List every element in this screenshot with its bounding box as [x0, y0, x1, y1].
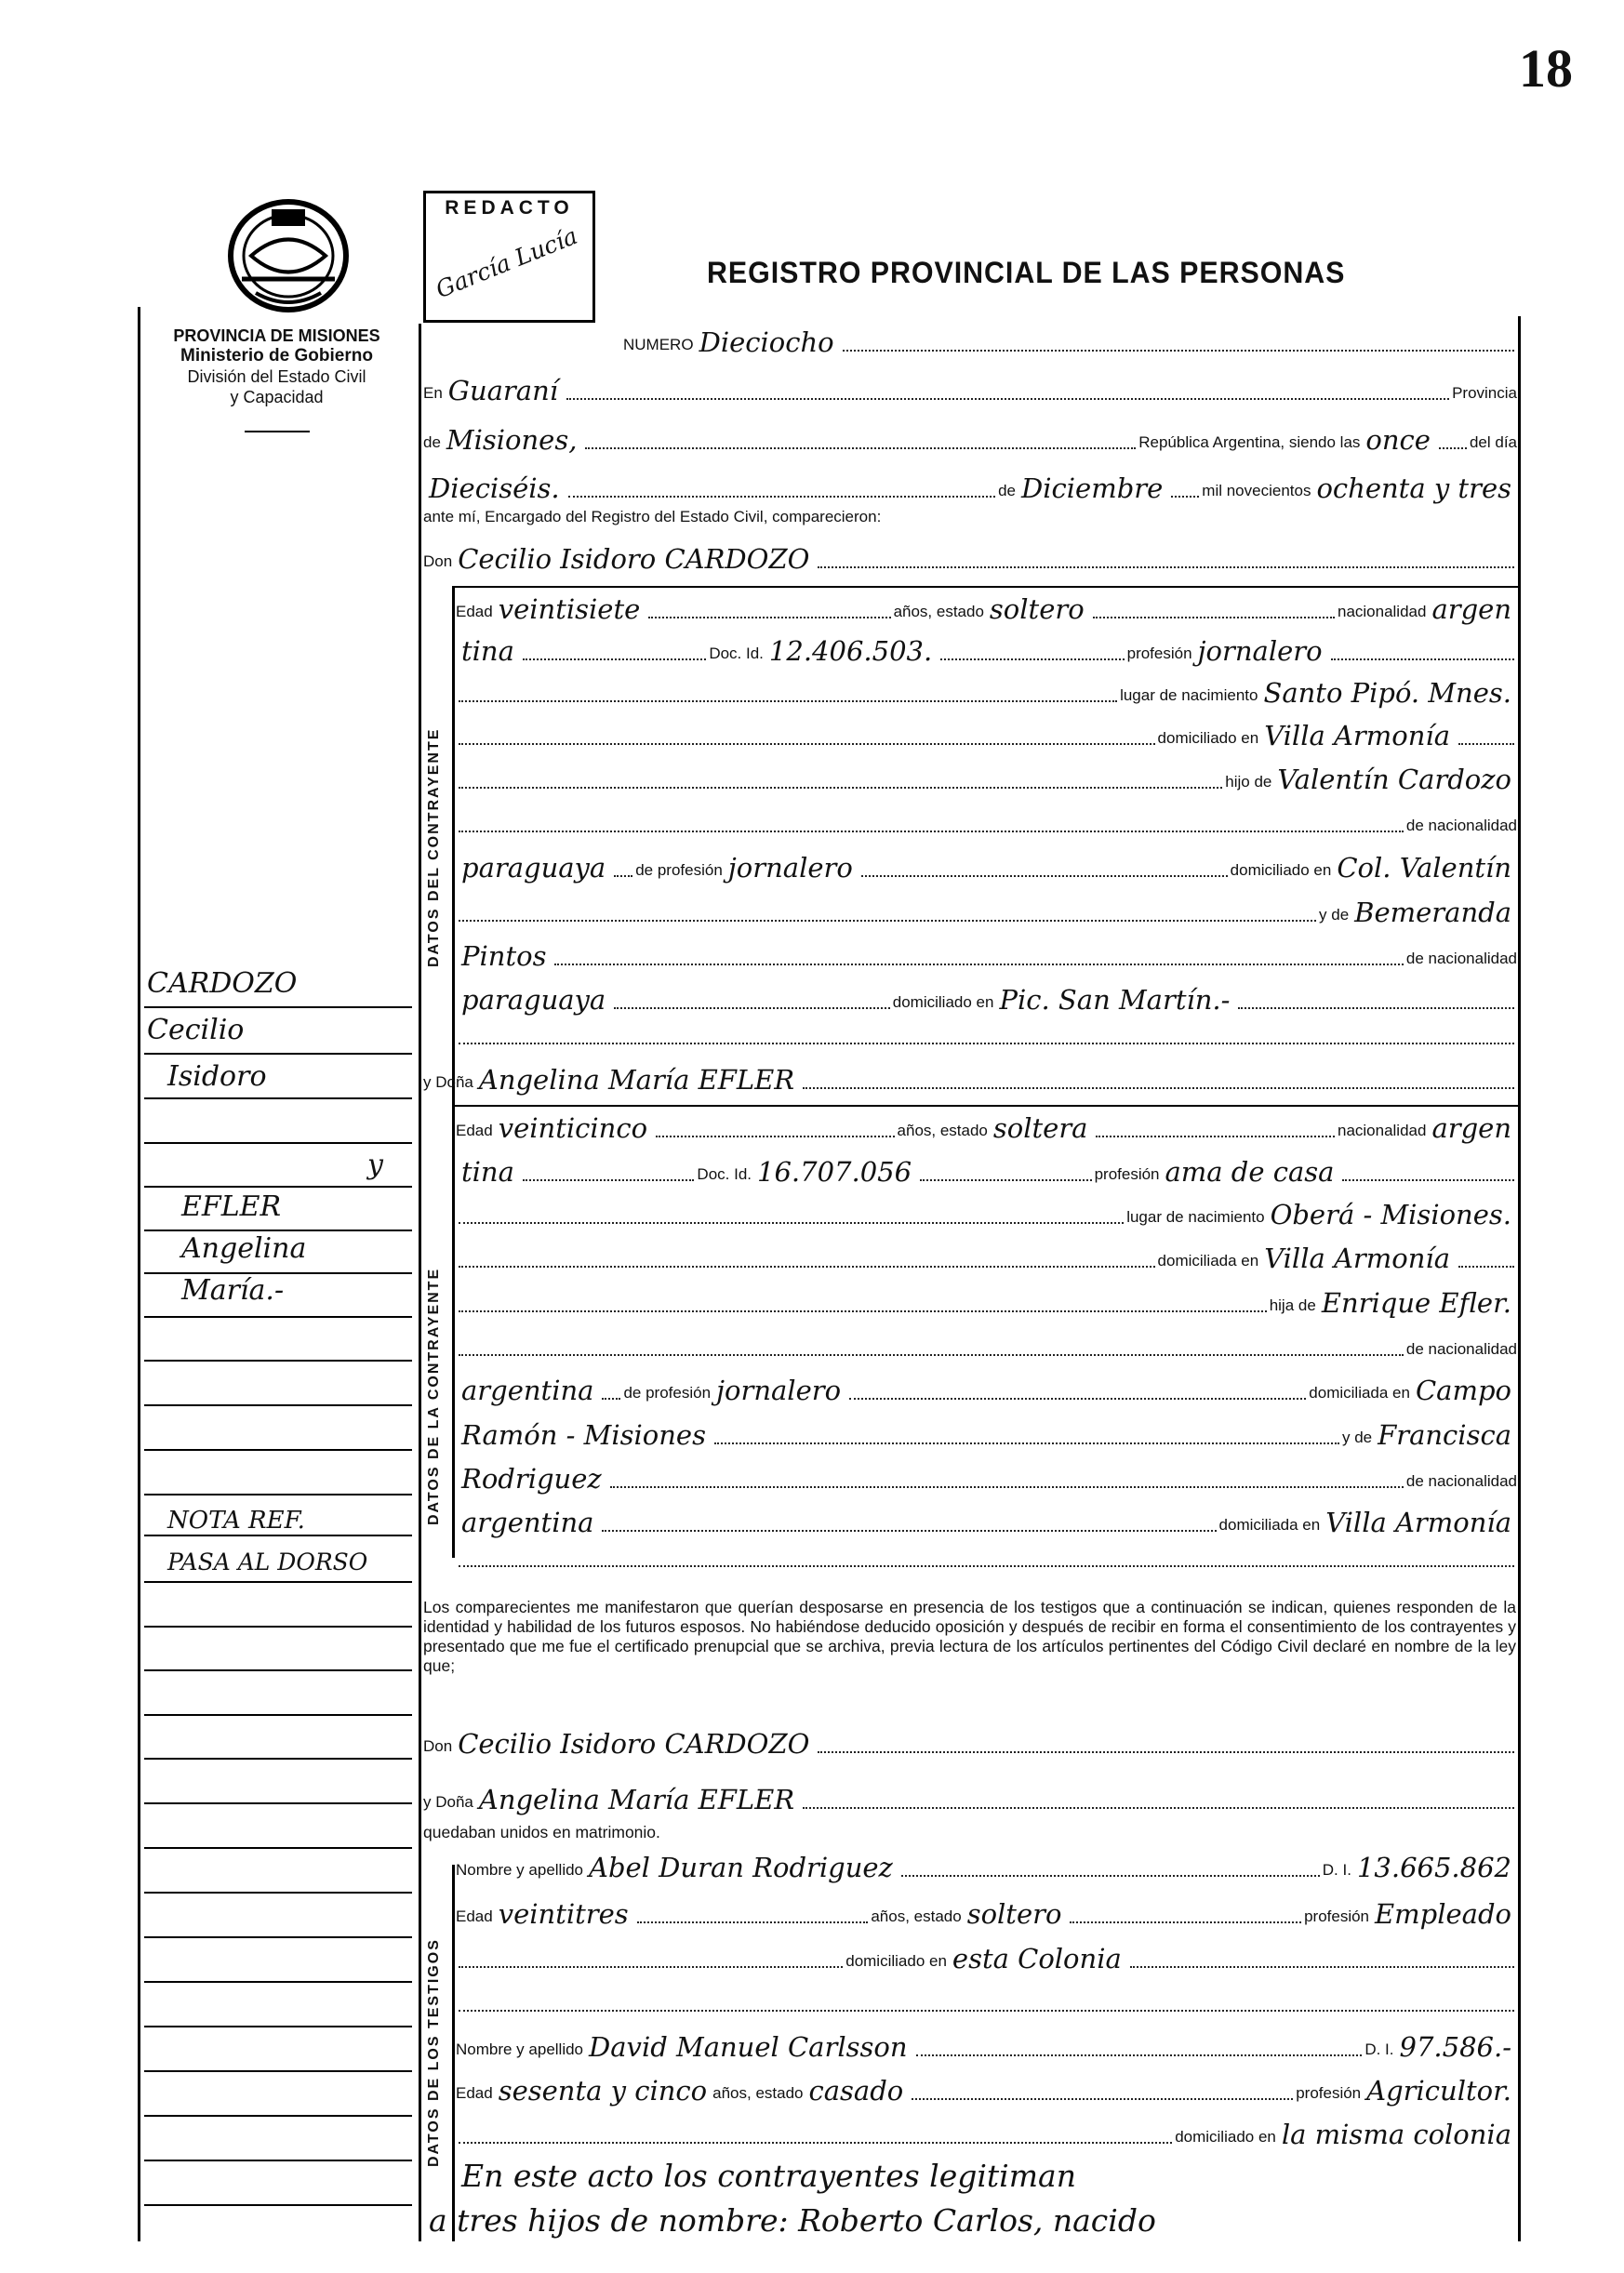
dia-value: Dieciséis.	[429, 472, 560, 505]
province-line-2: Ministerio de Gobierno	[180, 346, 373, 366]
row-w1-domicilio: domiciliado en esta Colonia	[456, 1937, 1517, 1974]
w1-estado: soltero	[966, 1898, 1062, 1931]
row-bride-doc: tina Doc. Id. 16.707.056 profesión ama de casa	[456, 1150, 1517, 1188]
mes-value: Diciembre	[1020, 472, 1164, 505]
de-value: Misiones,	[446, 424, 578, 457]
margin-rule	[144, 1186, 412, 1188]
margin-name-1: Cecilio	[147, 1014, 245, 1046]
ante-mi-text: ante mí, Encargado del Registro del Estado Civil, comparecieron:	[423, 508, 882, 525]
margin-rule	[144, 1097, 412, 1099]
right-border	[1518, 316, 1521, 2241]
w2-estado: casado	[808, 2075, 904, 2107]
province-line-1: PROVINCIA DE MISIONES	[173, 326, 380, 345]
groom-padre: Valentín Cardozo	[1277, 764, 1511, 796]
row-w2-nombre: Nombre y apellido David Manuel Carlsson D. I. 97.586.-	[456, 2026, 1517, 2063]
row-bride-padre-nac: de nacionalidad	[456, 1325, 1517, 1362]
bride-nacionalidad-a: argen	[1431, 1112, 1512, 1145]
row-w1-nombre: Nombre y apellido Abel Duran Rodriguez D. I. 13.665.862	[456, 1846, 1517, 1883]
row-groom-padre-nac: de nacionalidad	[456, 802, 1517, 839]
row-bride-hija: hija de Enrique Efler.	[456, 1282, 1517, 1319]
redacto-label: REDACTO	[445, 197, 574, 219]
row-w-blank	[456, 1981, 1517, 2018]
margin-surname: CARDOZO	[147, 967, 298, 1000]
w1-domicilio: esta Colonia	[952, 1943, 1122, 1975]
row-de: de Misiones, República Argentina, siendo las once del día	[423, 424, 1517, 457]
margin-y: y	[367, 1149, 383, 1181]
bride-madre-apellido: Rodriguez	[461, 1463, 602, 1495]
w2-di: 97.586.-	[1399, 2031, 1511, 2064]
page-title: REGISTRO PROVINCIAL DE LAS PERSONAS	[707, 256, 1346, 289]
row-groom-madre-b: Pintos de nacionalidad	[456, 935, 1517, 972]
margin-name-2: Isidoro	[167, 1060, 267, 1093]
margin-rule	[144, 2160, 412, 2161]
margin-rule	[144, 1142, 412, 1144]
groom-nacionalidad-b: tina	[461, 635, 514, 668]
row-groom-lugar: lugar de nacimiento Santo Pipó. Mnes.	[456, 671, 1517, 709]
row-groom-padre-prof: paraguaya de profesión jornalero domiciliado en Col. Valentín	[456, 846, 1517, 884]
row-decl-dona: y Doña Angelina María EFLER	[423, 1778, 1517, 1815]
groom-estado: soltero	[989, 593, 1085, 626]
row-w2-edad: Edad sesenta y cinco años, estado casado profesión Agricultor.	[456, 2069, 1517, 2107]
bride-padre-domicilio-a: Campo	[1415, 1375, 1511, 1407]
row-bride-domicilio: domiciliada en Villa Armonía	[456, 1237, 1517, 1274]
w1-profesion: Empleado	[1375, 1898, 1511, 1931]
row-bride-madre: Ramón - Misiones y de Francisca	[456, 1414, 1517, 1451]
quedaban-text: quedaban unidos en matrimonio.	[423, 1823, 660, 1841]
w1-di: 13.665.862	[1356, 1852, 1511, 1884]
row-groom-edad: Edad veintisiete años, estado soltero nacionalidad argen	[456, 588, 1517, 625]
groom-nacionalidad-a: argen	[1431, 593, 1512, 626]
margin-rule	[144, 1802, 412, 1804]
margin-rule	[144, 1230, 412, 1231]
bride-lugar: Oberá - Misiones.	[1270, 1199, 1511, 1231]
bride-padre-nacionalidad: argentina	[461, 1375, 594, 1407]
note-line-2: a tres hijos de nombre: Roberto Carlos, nacido	[429, 2201, 1156, 2239]
row-note-1	[456, 2156, 1517, 2193]
margin-rule	[144, 1669, 412, 1671]
margin-rule	[144, 1494, 412, 1495]
hora-value: once	[1365, 424, 1431, 457]
margin-nota: NOTA REF.	[167, 1507, 305, 1535]
margin-rule	[144, 2115, 412, 2117]
row-w1-edad: Edad veintitres años, estado soltero profesión Empleado	[456, 1893, 1517, 1930]
margin-rule	[144, 2070, 412, 2072]
groom-edad: veintisiete	[498, 593, 641, 626]
w1-nombre: Abel Duran Rodriguez	[589, 1852, 893, 1884]
groom-madre-domicilio: Pic. San Martín.-	[999, 984, 1231, 1017]
groom-profesion: jornalero	[1197, 635, 1323, 668]
margin-bride-surname: EFLER	[181, 1190, 282, 1223]
bride-estado: soltera	[992, 1112, 1088, 1145]
row-bride-madre-nac: Rodriguez de nacionalidad	[456, 1457, 1517, 1495]
bride-name: Angelina María EFLER	[478, 1064, 795, 1097]
redacto-box	[423, 191, 595, 323]
province-line-4: y Capacidad	[230, 388, 324, 406]
section-label-witnesses: DATOS DE LOS TESTIGOS	[426, 1938, 442, 2167]
page-number: 18	[1519, 38, 1573, 99]
province-seal-icon	[214, 191, 363, 321]
bride-madre: Francisca	[1378, 1419, 1511, 1452]
row-groom-madre: y de Bemeranda	[456, 891, 1517, 928]
margin-rule	[144, 1404, 412, 1406]
groom-lugar: Santo Pipó. Mnes.	[1263, 677, 1511, 710]
bride-madre-nacionalidad: argentina	[461, 1507, 594, 1539]
row-groom-blank	[456, 1014, 1517, 1051]
en-value: Guaraní	[447, 375, 559, 407]
row-w2-domicilio: domiciliado en la misma colonia	[456, 2113, 1517, 2150]
margin-rule	[144, 1714, 412, 1716]
row-fecha: Dieciséis. de Diciembre mil novecientos ochenta y tres	[423, 467, 1517, 504]
w2-domicilio: la misma colonia	[1281, 2119, 1511, 2151]
margin-rule	[144, 1316, 412, 1318]
margin-pasa: PASA AL DORSO	[167, 1549, 368, 1575]
bride-padre-domicilio-b: Ramón - Misiones	[461, 1419, 706, 1452]
margin-rule	[144, 2026, 412, 2027]
row-note-2	[423, 2200, 1517, 2238]
row-bride-edad: Edad veinticinco años, estado soltera nacionalidad argen	[456, 1107, 1517, 1144]
bride-madre-domicilio: Villa Armonía	[1325, 1507, 1511, 1539]
groom-madre-b: Pintos	[461, 940, 547, 973]
decl-groom-name: Cecilio Isidoro CARDOZO	[458, 1728, 810, 1761]
margin-rule	[144, 1981, 412, 1983]
note-line-1: En este acto los contrayentes legitiman	[461, 2157, 1076, 2194]
margin-rule	[144, 1936, 412, 1938]
left-border	[138, 307, 140, 2241]
row-groom-don: Don Cecilio Isidoro CARDOZO	[423, 538, 1517, 575]
row-groom-domicilio: domiciliado en Villa Armonía	[456, 714, 1517, 751]
row-groom-doc: tina Doc. Id. 12.406.503. profesión jornalero	[456, 630, 1517, 667]
margin-rule	[144, 1581, 412, 1583]
margin-rule	[144, 1006, 412, 1008]
groom-padre-domicilio: Col. Valentín	[1337, 852, 1511, 884]
row-bride-dona: y Doña Angelina María EFLER	[423, 1058, 1517, 1096]
row-groom-hijo: hijo de Valentín Cardozo	[456, 758, 1517, 795]
margin-rule	[144, 1449, 412, 1451]
w2-profesion: Agricultor.	[1366, 2075, 1511, 2107]
w2-nombre: David Manuel Carlsson	[589, 2031, 908, 2064]
margin-rule	[144, 1892, 412, 1894]
row-groom-madre-nac: paraguaya domiciliado en Pic. San Martín.-	[456, 978, 1517, 1016]
margin-rule	[144, 1847, 412, 1849]
bride-doc: 16.707.056	[757, 1156, 912, 1189]
bride-edad: veinticinco	[498, 1112, 648, 1145]
numero-value: Dieciocho	[699, 326, 834, 359]
margin-rule	[144, 2204, 412, 2206]
row-bride-madre-dom: argentina domiciliada en Villa Armonía	[456, 1501, 1517, 1538]
row-en: En Guaraní Provincia	[423, 375, 1517, 407]
groom-padre-profesion: jornalero	[727, 852, 853, 884]
bride-domicilio: Villa Armonía	[1264, 1243, 1450, 1275]
groom-madre-nacionalidad: paraguaya	[461, 984, 606, 1017]
margin-rule	[144, 1626, 412, 1628]
groom-doc: 12.406.503.	[768, 635, 933, 668]
w1-edad: veintitres	[498, 1898, 629, 1931]
bride-profesion: ama de casa	[1165, 1156, 1335, 1189]
groom-madre-a: Bemeranda	[1354, 897, 1511, 929]
margin-rule	[144, 1272, 412, 1274]
margin-rule	[144, 1053, 412, 1055]
section-border-2	[452, 1865, 455, 2241]
groom-domicilio: Villa Armonía	[1264, 720, 1450, 752]
row-decl-don: Don Cecilio Isidoro CARDOZO	[423, 1722, 1517, 1760]
margin-rule	[144, 1758, 412, 1760]
groom-padre-nacionalidad: paraguaya	[461, 852, 606, 884]
groom-name: Cecilio Isidoro CARDOZO	[458, 543, 810, 576]
bride-padre: Enrique Efler.	[1321, 1287, 1511, 1320]
main-left-border	[419, 324, 421, 2241]
anio-value: ochenta y tres	[1316, 472, 1511, 505]
margin-bride-name-1: Angelina	[181, 1232, 307, 1265]
margin-rule	[144, 1360, 412, 1362]
bride-nacionalidad-b: tina	[461, 1156, 514, 1189]
declaration-text: Los comparecientes me manifestaron que querían desposarse en presencia de los testigos que a continuación se indican, quienes responden de la identidad y habilidad de los futuros esposos. No habiéndose deducido oposición y después de recibir en forma el consentimiento de los contrayentes y presentado que me fue el certificado prenupcial que se archiva, previa lectura de los artículos pertinentes del Código Civil declaré en nombre de la ley que;	[423, 1598, 1516, 1675]
row-bride-lugar: lugar de nacimiento Oberá - Misiones.	[456, 1193, 1517, 1230]
row-bride-padre-prof: argentina de profesión jornalero domiciliada en Campo	[456, 1369, 1517, 1406]
section-label-bride: DATOS DE LA CONTRAYENTE	[426, 1267, 442, 1525]
w2-edad: sesenta y cinco	[498, 2075, 708, 2107]
province-line-3: División del Estado Civil	[187, 367, 366, 386]
row-numero: NUMERO Dieciocho	[623, 321, 1517, 358]
bride-padre-profesion: jornalero	[716, 1375, 842, 1407]
redacto-signature: García Lucía	[432, 221, 581, 304]
row-bride-blank	[456, 1536, 1517, 1574]
margin-rule	[144, 1535, 412, 1536]
province-block	[130, 326, 423, 432]
margin-bride-name-2: María.-	[181, 1274, 285, 1307]
decl-bride-name: Angelina María EFLER	[478, 1784, 795, 1816]
province-divider	[245, 431, 310, 432]
section-label-groom: DATOS DEL CONTRAYENTE	[426, 727, 442, 967]
